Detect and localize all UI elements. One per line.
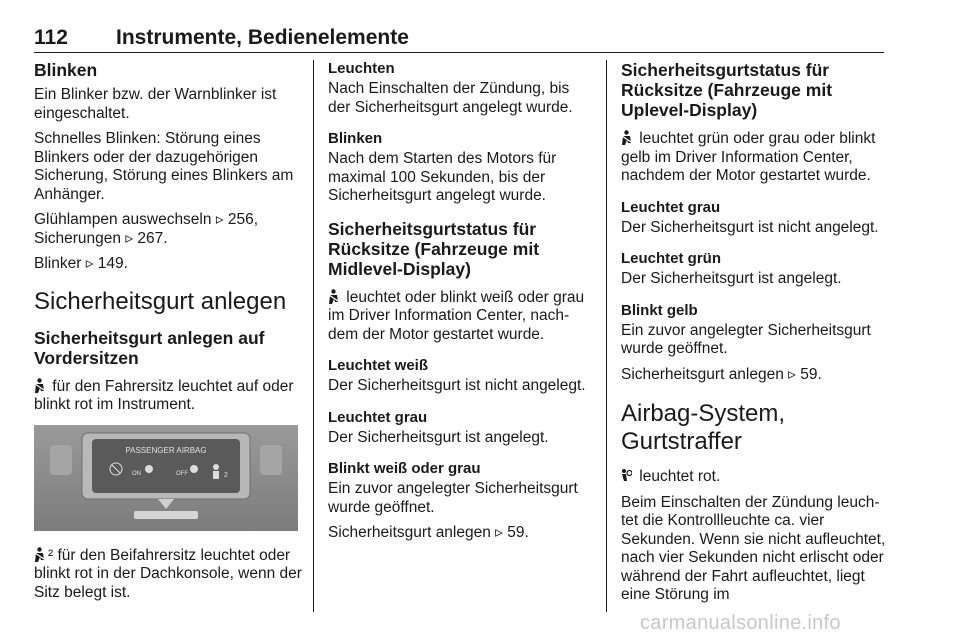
image-label-passenger-airbag: PASSENGER AIRBAG xyxy=(125,445,207,455)
paragraph: Schnelles Blinken: Störung eines Blinkers oder der dazugehörigen Sicherung, Störung eines Blinkers am Anhänger. xyxy=(34,130,294,203)
paragraph: Der Sicherheitsgurt ist nicht angelegt. xyxy=(621,218,879,236)
blinkt-gelb-heading: Blinkt gelb xyxy=(621,301,698,319)
seatbelt-icon xyxy=(34,378,45,393)
front-seats-heading: Sicherheitsgurt anlegen auf Vordersitzen xyxy=(34,327,265,368)
column-divider xyxy=(313,60,314,612)
seatbelt-icon xyxy=(621,130,632,145)
paragraph: Sicherheitsgurt anlegen ▹ 59. xyxy=(621,365,822,383)
paragraph: leuchtet oder blinkt weiß oder grau im Driver Information Center, nachdem der Motor gestartet wurde. xyxy=(328,288,585,343)
reference-arrow-icon[interactable]: ▹ xyxy=(215,211,224,228)
page-header xyxy=(34,26,884,53)
leuchten-heading: Leuchten xyxy=(328,60,395,77)
image-label-off: OFF xyxy=(176,470,188,477)
paragraph: Blinker ▹ 149. xyxy=(34,255,128,272)
reference-arrow-icon[interactable]: ▹ xyxy=(85,255,94,272)
paragraph: Glühlampen auswechseln ▹ 256, Sicherungen ▹ 267. xyxy=(34,211,259,247)
paragraph: leuchtet rot. xyxy=(621,468,889,487)
paragraph: Der Sicherheitsgurt ist angelegt. xyxy=(621,270,842,287)
paragraph: Ein zuvor angelegter Sicherheitsgurt wurde geöffnet. xyxy=(328,480,578,516)
image-label-on: ON xyxy=(132,470,141,477)
reference-arrow-icon[interactable]: ▹ xyxy=(788,365,796,383)
paragraph: Nach Einschalten der Zündung, bis der Sicherheitsgurt angelegt wurde. xyxy=(328,80,573,116)
column-divider xyxy=(606,60,607,612)
seatbelt-icon xyxy=(34,547,45,562)
paragraph: Der Sicherheitsgurt ist nicht angelegt. xyxy=(328,377,586,394)
paragraph: Nach dem Starten des Motors für maximal 100 Sekunden, bis der Sicherheitsgurt angelegt wurde. xyxy=(328,150,557,204)
reference-arrow-icon[interactable]: ▹ xyxy=(125,229,134,247)
paragraph: für den Fahrersitz leuchtet auf oder blinkt rot im Instrument. xyxy=(34,377,294,413)
airbag-icon xyxy=(621,468,632,483)
blinken-heading: Blinken xyxy=(328,130,383,147)
paragraph: Ein Blinker bzw. der Warnblinker ist eingeschaltet. xyxy=(34,86,277,122)
image-label-two: 2 xyxy=(224,471,228,479)
paragraph: Ein zuvor angelegter Sicherheitsgurt wurde geöffnet. xyxy=(621,321,871,357)
section-title: Sicherheitsgurt anlegen xyxy=(34,287,287,315)
column-2 xyxy=(328,60,594,550)
blinkt-weiss-grau-heading: Blinkt weiß oder grau xyxy=(328,460,481,477)
leuchtet-grau-heading: Leuchtet grau xyxy=(621,198,721,216)
uplevel-heading: Sicherheitsgurtstatus für Rücksitze (Fahrzeuge mit Uplevel-Display) xyxy=(621,60,833,120)
watermark: carmanualsonline.info xyxy=(640,612,841,634)
paragraph: ² für den Beifahrersitz leuchtet oder blinkt rot in der Dachkonsole, wenn der Sitz belegt ist. xyxy=(34,546,302,601)
column-1 xyxy=(34,60,302,609)
paragraph: Sicherheitsgurt anlegen ▹ 59. xyxy=(328,524,529,541)
paragraph: leuchtet grün oder grau oder blinkt gelb im Driver Information Center, nachdem der Motor gestartet wurde. xyxy=(621,130,876,184)
section-title: Airbag-System, Gurtstraffer xyxy=(621,400,786,455)
column-3 xyxy=(621,60,889,612)
leuchtet-gruen-heading: Leuchtet grün xyxy=(621,250,721,267)
reference-arrow-icon[interactable]: ▹ xyxy=(495,524,503,541)
seatbelt-icon xyxy=(328,289,339,304)
paragraph: Beim Einschalten der Zündung leuchtet die Kontrollleuchte ca. vier Sekunden. Wenn sie nicht aufleuchtet, nach vier Sekunden nicht erlischt oder während der Fahrt aufleuchtet, liegt eine Störung im xyxy=(621,493,886,603)
blinken-heading: Blinken xyxy=(34,60,98,80)
midlevel-heading: Sicherheitsgurtstatus für Rücksitze (Fahrzeuge mit Midlevel-Display) xyxy=(328,218,540,279)
leuchtet-weiss-heading: Leuchtet weiß xyxy=(328,357,429,374)
page-title: Instrumente, Bedienelemente xyxy=(116,26,409,49)
roof-console-image xyxy=(34,425,298,531)
paragraph: Der Sicherheitsgurt ist angelegt. xyxy=(328,428,549,446)
leuchtet-grau-heading: Leuchtet grau xyxy=(328,408,428,426)
page-number: 112 xyxy=(34,26,68,49)
